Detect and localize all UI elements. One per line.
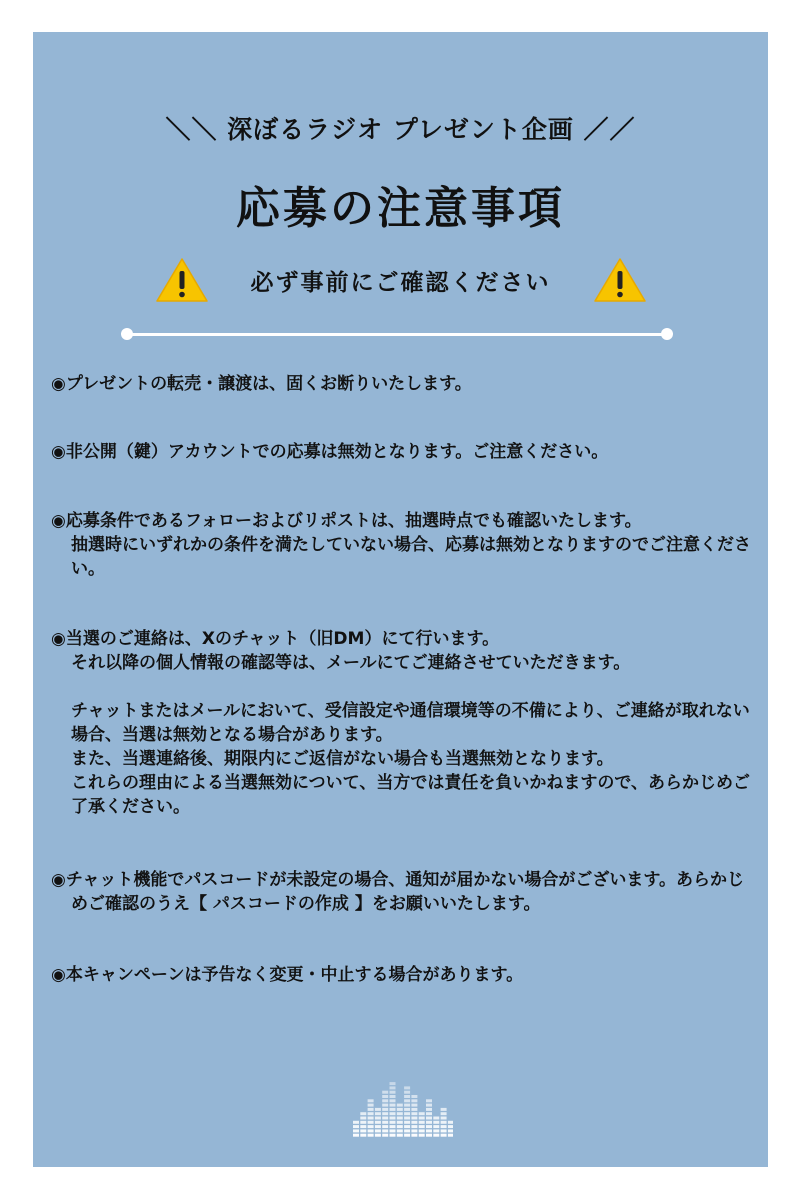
list-item <box>51 372 756 396</box>
warning-icon <box>593 257 647 303</box>
item-text: ◉当選のご連絡は、Xのチャット（旧DM）にて行います。 <box>51 629 500 649</box>
item-text: ◉応募条件であるフォローおよびリポストは、抽選時点でも確認いたします。 <box>51 511 642 531</box>
item-text: ◉チャット機能でパスコードが未設定の場合、通知が届かない場合がございます。あらかじめご確認のうえ【 パスコードの作成 】をお願いいたします。 <box>51 870 744 914</box>
list-item <box>51 440 756 464</box>
item-text: ◉プレゼントの転売・譲渡は、固くお断りいたします。 <box>51 374 472 394</box>
item-text: それ以降の個人情報の確認等は、メールにてご連絡させていただきます。 <box>71 653 631 673</box>
divider-line <box>127 333 667 336</box>
item-text: チャットまたはメールにおいて、受信設定や通信環境等の不備により、ご連絡が取れない場合、当選は無効となる場合があります。 <box>71 701 750 745</box>
campaign-subtitle: ＼＼ 深ぼるラジオ プレゼント企画 ／／ <box>165 115 636 144</box>
list-item <box>51 868 756 916</box>
audio-equalizer-icon <box>349 1076 453 1140</box>
list-item <box>51 509 756 581</box>
page-title: 応募の注意事項 <box>236 183 565 234</box>
item-text: ◉非公開（鍵）アカウントでの応募は無効となります。ご注意ください。 <box>51 442 609 462</box>
section-divider <box>121 327 673 343</box>
divider-dot <box>661 328 673 340</box>
warning-icon <box>155 257 209 303</box>
item-text: これらの理由による当選無効について、当方では責任を負いかねますので、あらかじめご了承ください。 <box>71 773 750 817</box>
list-item <box>51 627 756 819</box>
item-text: ◉本キャンペーンは予告なく変更・中止する場合があります。 <box>51 965 524 985</box>
item-text: また、当選連絡後、期限内にご返信がない場合も当選無効となります。 <box>71 749 614 769</box>
divider-dot <box>121 328 133 340</box>
notice-banner <box>33 255 768 305</box>
notice-card <box>33 32 768 1167</box>
list-item <box>51 963 756 987</box>
notice-list <box>51 372 756 987</box>
notice-text: 必ず事前にご確認ください <box>250 269 551 296</box>
item-text: 抽選時にいずれかの条件を満たしていない場合、応募は無効となりますのでご注意ください。 <box>71 535 751 579</box>
